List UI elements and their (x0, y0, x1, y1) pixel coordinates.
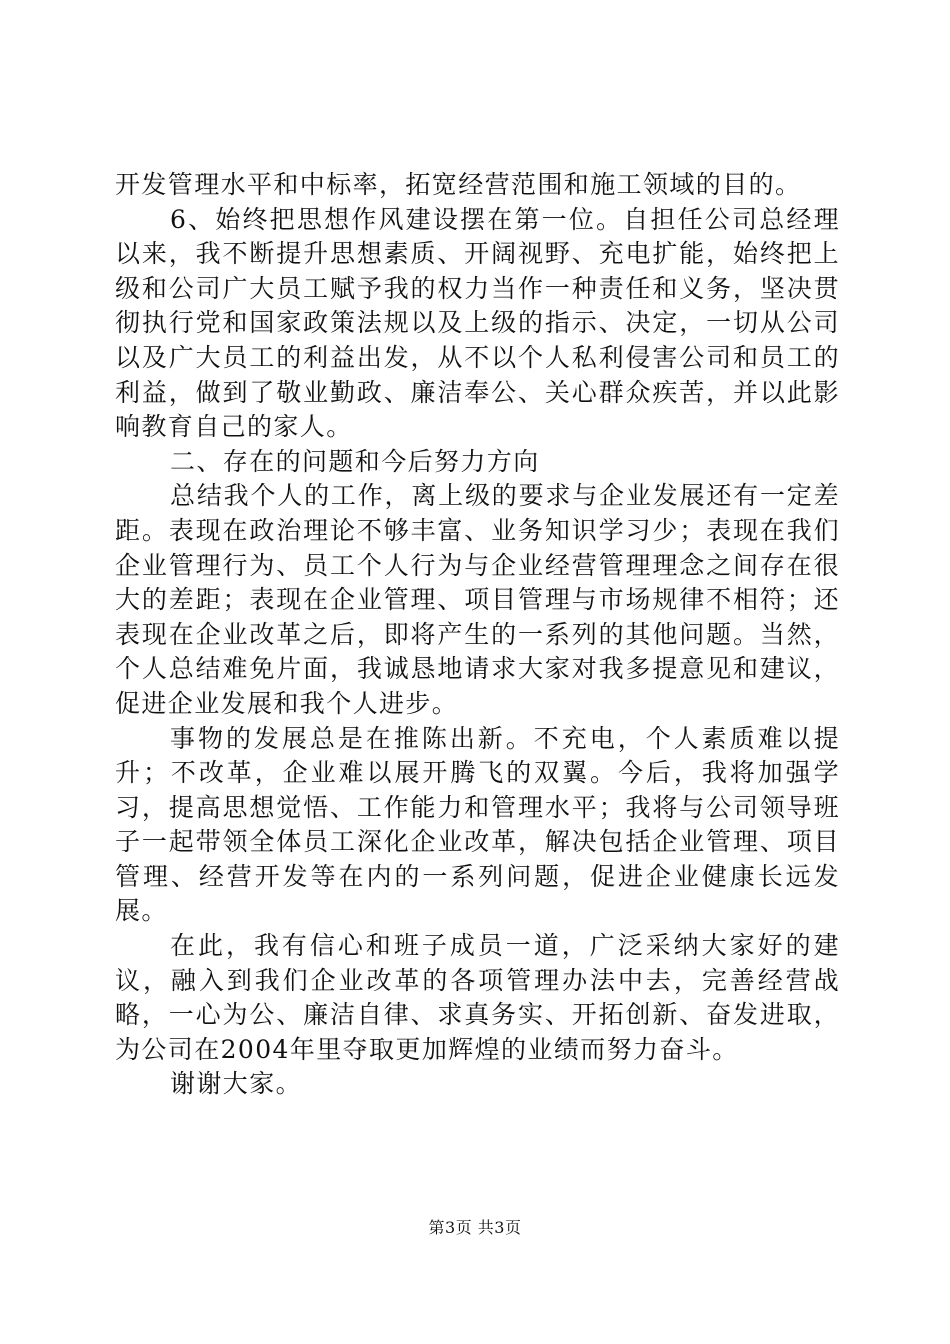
paragraph-commitment: 在此，我有信心和班子成员一道，广泛采纳大家好的建议，融入到我们企业改革的各项管理办法中去，完善经营战略，一心为公、廉洁自律、求真务实、开拓创新、奋发进取，为公司在2004年里夺取更加辉煌的业绩而努力奋斗。 (115, 931, 840, 1064)
paragraph-problems: 总结我个人的工作，离上级的要求与企业发展还有一定差距。表现在政治理论不够丰富、业务知识学习少；表现在我们企业管理行为、员工个人行为与企业经营管理理念之间存在很大的差距；表现在企业管理、项目管理与市场规律不相符；还表现在企业改革之后，即将产生的一系列的其他问题。当然，个人总结难免片面，我诚恳地请求大家对我多提意见和建议，促进企业发展和我个人进步。 (115, 481, 840, 718)
paragraph-item-6: 6、始终把思想作风建设摆在第一位。自担任公司总经理以来，我不断提升思想素质、开阔视野、充电扩能，始终把上级和公司广大员工赋予我的权力当作一种责任和义务，坚决贯彻执行党和国家政策法规以及上级的指示、决定，一切从公司以及广大员工的利益出发，从不以个人私利侵害公司和员工的利益，做到了敬业勤政、廉洁奉公、关心群众疾苦，并以此影响教育自己的家人。 (115, 204, 840, 442)
paragraph-future-direction: 事物的发展总是在推陈出新。不充电，个人素质难以提升；不改革，企业难以展开腾飞的双翼。今后，我将加强学习，提高思想觉悟、工作能力和管理水平；我将与公司领导班子一起带领全体员工深化企业改革，解决包括企业管理、项目管理、经营开发等在内的一系列问题，促进企业健康长远发展。 (115, 723, 840, 926)
document-body (115, 168, 840, 1102)
paragraph-continuation: 开发管理水平和中标率，拓宽经营范围和施工领域的目的。 (115, 170, 802, 199)
page-number-footer: 第3页 共3页 (428, 1218, 522, 1237)
paragraph-closing: 谢谢大家。 (170, 1069, 303, 1099)
section-heading: 二、存在的问题和今后努力方向 (170, 446, 540, 476)
